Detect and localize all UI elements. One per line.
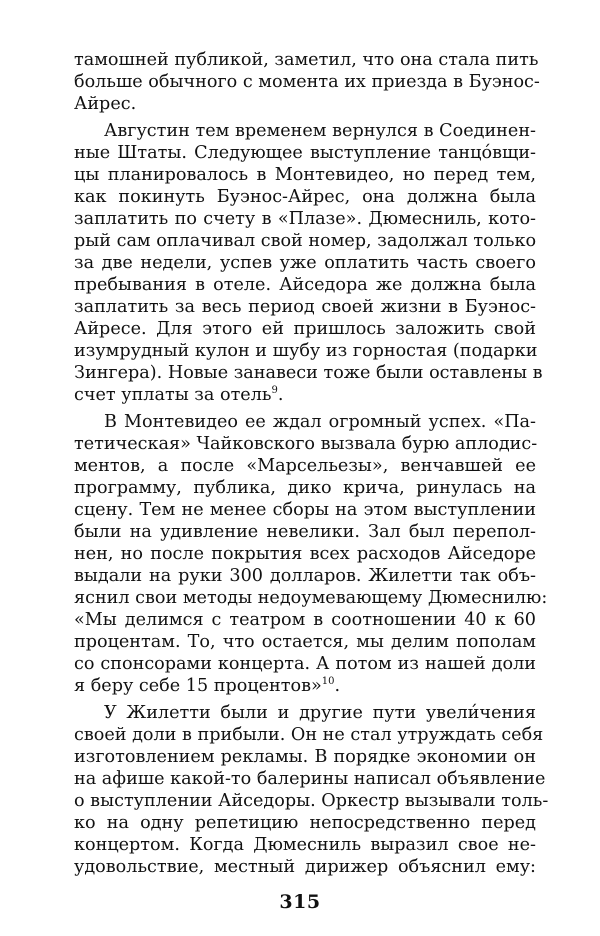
page-number: 315	[279, 891, 321, 913]
text-line: Айресе. Для этого ей пришлось заложить свой	[74, 319, 536, 339]
text-line: со спонсорами концерта. А потом из нашей доли	[74, 654, 536, 674]
footnote-marker: 9	[271, 385, 278, 396]
text-line: больше обычного с момента их приезда в Буэнос-	[74, 72, 540, 92]
text-line: были на удивление невелики. Зал был перепол-	[74, 522, 536, 542]
text-line: изумрудный кулон и шубу из горностая (подарки	[74, 341, 538, 361]
text-line-with-footnote	[74, 384, 536, 406]
text-line: пребывания в отеле. Айседора же должна была	[74, 275, 536, 295]
text-line: ко на одну репетицию непосредственно перед	[74, 813, 536, 833]
text-line: яснил свои методы недоумевающему Дюмеснилю:	[74, 588, 548, 608]
text-line: процентам. То, что остается, мы делим пополам	[74, 632, 536, 652]
text-line: цы планировалось в Монтевидео, но перед тем,	[74, 165, 536, 185]
text-line: как покинуть Буэнос-Айрес, она должна была	[74, 187, 536, 207]
text-line: ные Штаты. Следующее выступление танцо́вщи-	[74, 143, 536, 163]
text-line: сцену. Тем не менее сборы на этом выступлении	[74, 500, 536, 520]
text-line: нен, но после покрытия всех расходов Айседоре	[74, 544, 536, 564]
text-line: своей доли в прибыли. Он не стал утруждать себя	[74, 725, 544, 745]
text-line: рый сам оплачивал свой номер, задолжал только	[74, 231, 537, 251]
text-line: на афише какой-то балерины написал объявление	[74, 769, 546, 789]
text-line: выдали на руки 300 долларов. Жилетти так объ-	[74, 566, 536, 586]
text-line: В Монтевидео ее ждал огромный успех. «Па-	[104, 412, 536, 432]
text-line: Зингера). Новые занавеси тоже были оставлены в	[74, 363, 543, 383]
text-line-punctuation: .	[334, 676, 341, 696]
text-line: Айрес.	[74, 94, 137, 114]
text-line: программу, публика, дико крича, ринулась на	[74, 478, 536, 498]
text-line: изготовлением рекламы. В порядке экономии он	[74, 747, 536, 767]
text-line: заплатить по счету в «Плазе». Дюмесниль, кото-	[74, 209, 536, 229]
text-line: за две недели, успев уже оплатить часть своего	[74, 253, 536, 273]
footnote-marker: 10	[321, 676, 335, 687]
text-line: Августин тем временем вернулся в Соединен-	[104, 121, 536, 141]
text-line: «Мы делимся с театром в соотношении 40 к 60	[74, 610, 536, 630]
text-line-content: счет уплаты за отель	[74, 385, 272, 405]
text-line: концертом. Когда Дюмесниль выразил свое не-	[74, 835, 536, 855]
text-line: ментов, а после «Марсельезы», венчавшей ее	[74, 456, 536, 476]
text-line: удовольствие, местный дирижер объяснил ему:	[74, 857, 536, 877]
text-line-content: я беру себе 15 процентов»	[74, 676, 322, 696]
text-line: заплатить за весь период своей жизни в Буэнос-	[74, 297, 536, 317]
text-line: о выступлении Айседоры. Оркестр вызывали толь-	[74, 791, 549, 811]
text-line: тамошней публикой, заметил, что она стала пить	[74, 50, 539, 70]
text-line-punctuation: .	[277, 385, 284, 405]
text-line: У Жилетти были и другие пути увели́чения	[104, 703, 536, 723]
text-line: тетическая» Чайковского вызвала бурю аплодис-	[74, 434, 538, 454]
text-line-with-footnote	[74, 675, 536, 697]
